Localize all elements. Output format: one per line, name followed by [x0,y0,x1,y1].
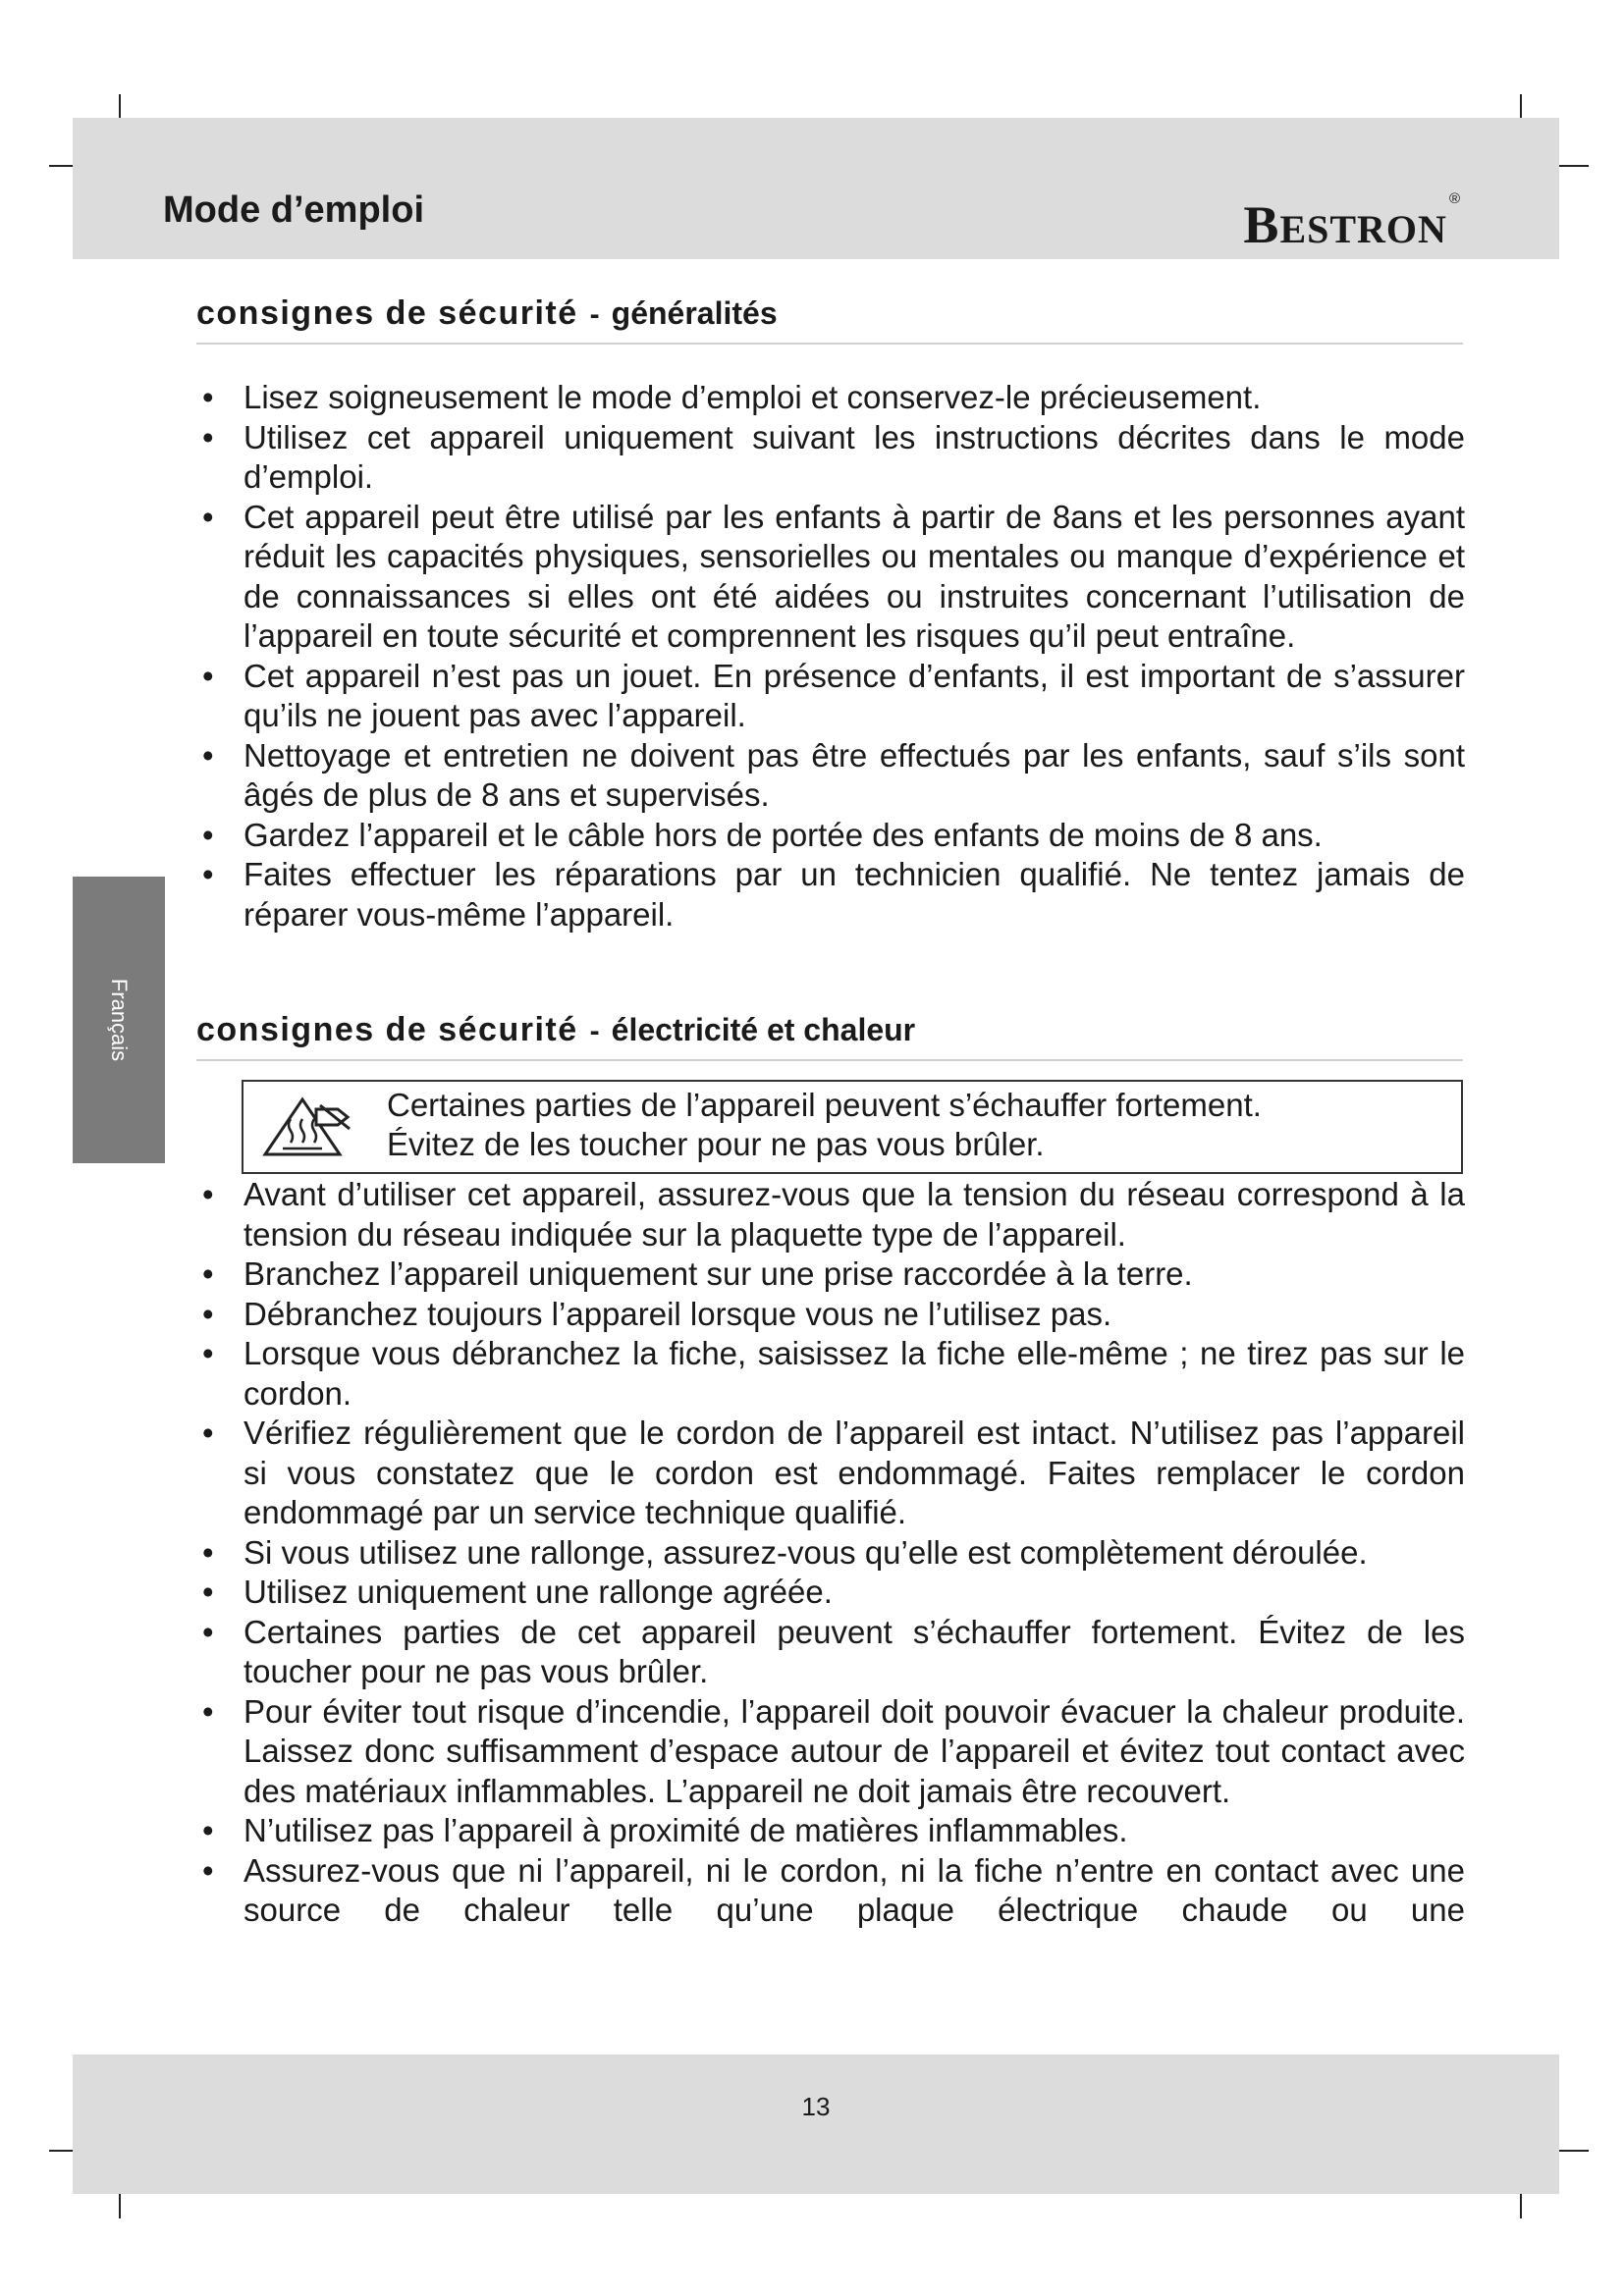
list-item: • Utilisez cet appareil uniquement suivant les instructions décrites dans le mode d’emploi. [196,418,1465,498]
section-heading-general: consignes de sécurité - généralités [196,294,1463,345]
page-header [73,118,1559,259]
hot-surface-icon [259,1094,361,1160]
language-tab-label: Français [107,978,132,1062]
list-item: • N’utilisez pas l’appareil à proximité de matières inflammables. [196,1811,1465,1851]
section-heading-electricity: consignes de sécurité - électricité et chaleur [196,1011,1463,1061]
page-footer [73,2055,1559,2194]
page-number: 13 [801,2092,831,2121]
list-item: • Branchez l’appareil uniquement sur une prise raccordée à la terre. [196,1255,1465,1295]
list-item: • Gardez l’appareil et le câble hors de portée des enfants de moins de 8 ans. [196,816,1465,856]
list-item: • Cet appareil n’est pas un jouet. En présence d’enfants, il est important de s’assurer qu’ils ne jouent pas avec l’appareil. [196,657,1465,736]
list-item: • Assurez-vous que ni l’appareil, ni le cordon, ni la fiche n’entre en contact avec une source de chaleur telle qu’une plaque électrique chaude ou une [196,1851,1465,1931]
list-item: • Débranchez toujours l’appareil lorsque vous ne l’utilisez pas. [196,1295,1465,1335]
list-item: • Utilisez uniquement une rallonge agréée. [196,1573,1465,1613]
list-item: • Si vous utilisez une rallonge, assurez-vous qu’elle est complètement déroulée. [196,1533,1465,1574]
list-item: • Avant d’utiliser cet appareil, assurez-vous que la tension du réseau correspond à la tension du réseau indiquée sur la plaquette type de l’appareil. [196,1175,1465,1255]
list-item: • Lisez soigneusement le mode d’emploi et conservez-le précieusement. [196,378,1465,418]
electricity-safety-list [196,1175,1465,1931]
list-item: • Vérifiez régulièrement que le cordon de l’appareil est intact. N’utilisez pas l’appareil si vous constatez que le cordon est endommagé. Faites remplacer le cordon endommagé par un service technique qualifié. [196,1414,1465,1533]
list-item: • Lorsque vous débranchez la fiche, saisissez la fiche elle-même ; ne tirez pas sur le cordon. [196,1334,1465,1414]
list-item: • Pour éviter tout risque d’incendie, l’appareil doit pouvoir évacuer la chaleur produite. Laissez donc suffisamment d’espace autour de l’appareil et évitez tout contact avec des matériaux inflammables. L’appareil ne doit jamais être recouvert. [196,1692,1465,1812]
language-tab [73,877,165,1163]
warning-box [242,1080,1463,1174]
list-item: • Certaines parties de cet appareil peuvent s’échauffer fortement. Évitez de les toucher pour ne pas vous brûler. [196,1613,1465,1692]
list-item: • Faites effectuer les réparations par un technicien qualifié. Ne tentez jamais de réparer vous-même l’appareil. [196,855,1465,934]
list-item: • Cet appareil peut être utilisé par les enfants à partir de 8ans et les personnes ayant réduit les capacités physiques, sensorielles ou mentales ou manque d’expérience et de connaissances si elles ont été aidées ou instruites concernant l’utilisation de l’appareil en toute sécurité et comprennent les risques qu’il peut entraîne. [196,498,1465,657]
brand-logo: BESTRON® [1243,190,1461,254]
page-title: Mode d’emploi [163,189,424,231]
warning-text: Certaines parties de l’appareil peuvent s’échauffer fortement. Évitez de les toucher pour ne pas vous brûler. [387,1087,1262,1162]
general-safety-list [196,378,1465,934]
list-item: • Nettoyage et entretien ne doivent pas être effectués par les enfants, sauf s’ils sont âgés de plus de 8 ans et supervisés. [196,736,1465,816]
